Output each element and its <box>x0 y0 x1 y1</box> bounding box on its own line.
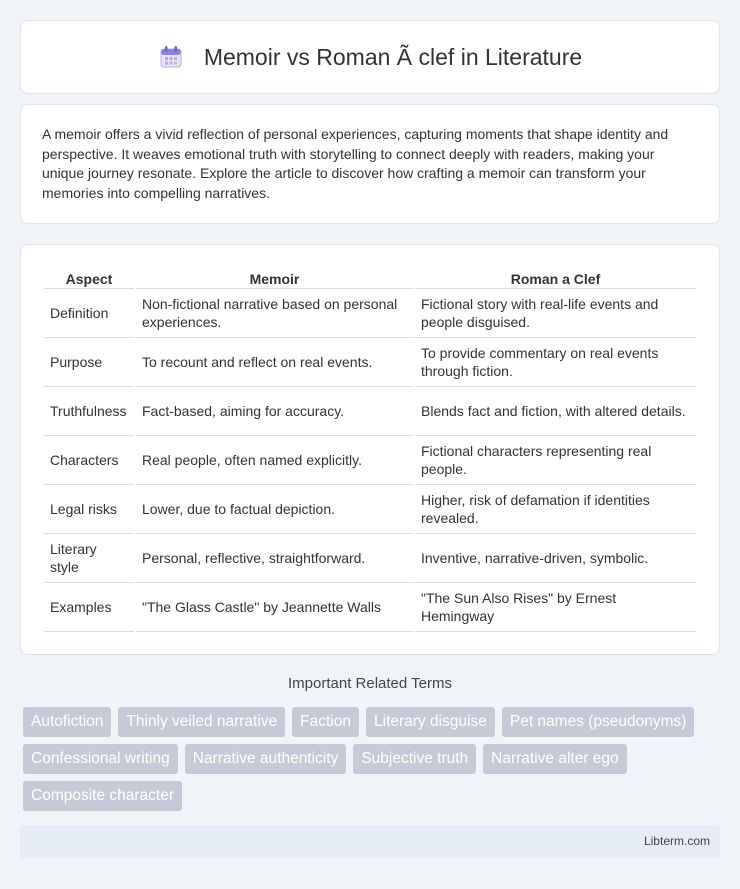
related-term-tag[interactable]: Composite character <box>23 781 182 811</box>
intro-card <box>20 104 720 224</box>
comparison-table <box>42 265 698 632</box>
table-cell-aspect: Examples <box>44 583 134 632</box>
related-term-tag[interactable]: Narrative authenticity <box>185 744 347 774</box>
table-cell-roman-a-clef: "The Sun Also Rises" by Ernest Hemingway <box>415 583 696 632</box>
related-term-tag[interactable]: Subjective truth <box>353 744 476 774</box>
table-cell-aspect: Truthfulness <box>44 387 134 436</box>
table-cell-aspect: Literary style <box>44 534 134 583</box>
intro-text: A memoir offers a vivid reflection of personal experiences, capturing moments that shape identity and perspective. It weaves emotional truth with storytelling to connect deeply with readers, making your unique journey resonate. Explore the article to discover how crafting a memoir can transform your memories into compelling narratives. <box>42 126 669 201</box>
table-cell-roman-a-clef: Fictional story with real-life events and people disguised. <box>415 289 696 338</box>
table-cell-memoir: Non-fictional narrative based on personal experiences. <box>136 289 413 338</box>
table-row <box>44 534 696 583</box>
related-terms-heading: Important Related Terms <box>288 675 452 692</box>
related-term-tag[interactable]: Pet names (pseudonyms) <box>502 707 695 737</box>
table-row <box>44 338 696 387</box>
table-cell-memoir: Lower, due to factual depiction. <box>136 485 413 534</box>
table-cell-aspect: Purpose <box>44 338 134 387</box>
table-row <box>44 485 696 534</box>
column-header-aspect: Aspect <box>44 265 134 289</box>
table-row <box>44 289 696 338</box>
table-cell-memoir: Personal, reflective, straightforward. <box>136 534 413 583</box>
table-header-row <box>44 265 696 289</box>
table-row <box>44 583 696 632</box>
table-row <box>44 387 696 436</box>
page-title: Memoir vs Roman Ã clef in Literature <box>203 43 583 70</box>
related-terms-list <box>23 707 723 818</box>
table-cell-memoir: To recount and reflect on real events. <box>136 338 413 387</box>
related-term-tag[interactable]: Narrative alter ego <box>483 744 627 774</box>
calendar-icon <box>158 44 184 70</box>
related-term-tag[interactable]: Literary disguise <box>366 707 495 737</box>
table-row <box>44 436 696 485</box>
table-cell-aspect: Definition <box>44 289 134 338</box>
table-cell-memoir: "The Glass Castle" by Jeannette Walls <box>136 583 413 632</box>
column-header-memoir: Memoir <box>136 265 413 289</box>
related-term-tag[interactable]: Faction <box>292 707 359 737</box>
related-term-tag[interactable]: Confessional writing <box>23 744 178 774</box>
table-cell-aspect: Characters <box>44 436 134 485</box>
table-cell-roman-a-clef: Blends fact and fiction, with altered details. <box>415 387 696 436</box>
header-card <box>20 20 720 94</box>
table-cell-roman-a-clef: Higher, risk of defamation if identities revealed. <box>415 485 696 534</box>
table-cell-memoir: Fact-based, aiming for accuracy. <box>136 387 413 436</box>
table-cell-roman-a-clef: Inventive, narrative-driven, symbolic. <box>415 534 696 583</box>
comparison-table-card <box>20 244 720 655</box>
table-cell-roman-a-clef: To provide commentary on real events through fiction. <box>415 338 696 387</box>
table-cell-memoir: Real people, often named explicitly. <box>136 436 413 485</box>
table-cell-aspect: Legal risks <box>44 485 134 534</box>
related-term-tag[interactable]: Thinly veiled narrative <box>118 707 285 737</box>
footer <box>20 825 720 858</box>
table-cell-roman-a-clef: Fictional characters representing real people. <box>415 436 696 485</box>
column-header-roman-a-clef: Roman a Clef <box>415 265 696 289</box>
footer-site-link[interactable]: Libterm.com <box>643 834 710 848</box>
related-term-tag[interactable]: Autofiction <box>23 707 111 737</box>
